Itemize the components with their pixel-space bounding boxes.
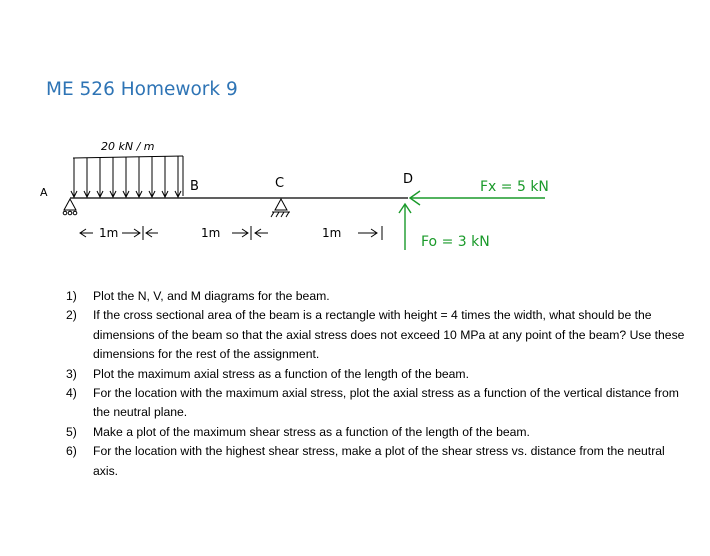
page-title: ME 526 Homework 9 (46, 79, 238, 100)
axial-force-label: Fx = 5 kN (480, 179, 549, 195)
question-text: Plot the N, V, and M diagrams for the beam. (93, 289, 330, 303)
question-item (66, 384, 686, 423)
distributed-load (71, 156, 183, 197)
pin-support-a (63, 199, 77, 215)
question-number: 1) (66, 289, 77, 303)
dimension-1-label: 1m (99, 226, 119, 240)
vertical-force-label: Fo = 3 kN (421, 234, 490, 250)
support-c (271, 199, 290, 217)
question-item (66, 306, 686, 364)
question-number: 5) (66, 424, 77, 439)
question-number: 3) (66, 366, 77, 381)
vertical-force-arrow (399, 204, 411, 250)
point-c-label: C (275, 176, 285, 191)
question-text: For the location with the maximum axial stress, plot the axial stress as a function of the vertical distance from the neutral plane. (93, 386, 679, 420)
question-number: 2) (66, 308, 77, 323)
point-b-label: B (190, 179, 199, 194)
question-item (66, 365, 686, 384)
question-list (66, 287, 686, 481)
load-label: 20 kN / m (101, 140, 155, 153)
beam-sketch (0, 0, 710, 270)
question-text: If the cross sectional area of the beam is a rectangle with height = 4 times the width, what should be the dimensions of the beam so that the axial stress does not exceed 10 MPa at any point of the beam? Use these dimensions for the rest of the assignment. (93, 308, 685, 362)
question-number: 4) (66, 386, 77, 401)
question-item (66, 287, 686, 306)
question-text: For the location with the highest shear stress, make a plot of the shear stress vs. distance from the neutral axis. (93, 444, 665, 478)
question-number: 6) (66, 444, 77, 459)
point-d-label: D (403, 172, 414, 187)
question-text: Plot the maximum axial stress as a function of the length of the beam. (93, 366, 469, 381)
dimension-2-label: 1m (201, 226, 221, 240)
question-item (66, 442, 686, 481)
dimension-3-label: 1m (322, 226, 342, 240)
question-text: Make a plot of the maximum shear stress as a function of the length of the beam. (93, 424, 530, 439)
question-item (66, 423, 686, 442)
point-a-label: A (40, 186, 48, 199)
